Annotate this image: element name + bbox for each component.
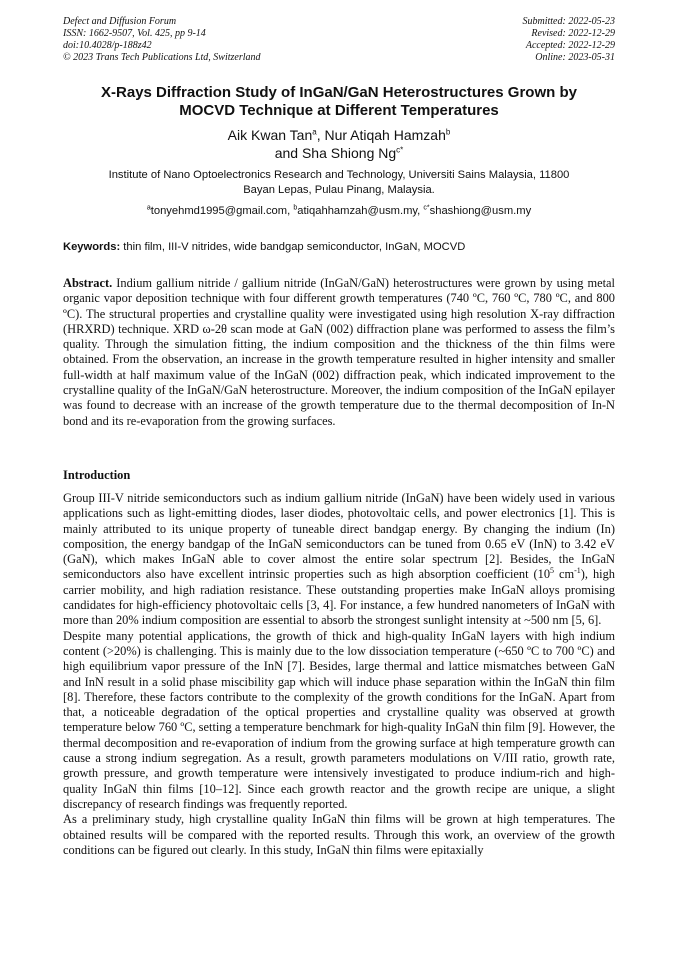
email-link[interactable]: shashiong@usm.my — [429, 205, 532, 217]
affiliation-line-1: Institute of Nano Optoelectronics Research and Technology, Universiti Sains Malaysia, 11800 — [108, 169, 570, 181]
author-name: Sha Shiong Ng — [301, 145, 397, 161]
paragraph-text: cm — [554, 567, 575, 582]
affiliation — [63, 168, 615, 198]
paragraph — [63, 491, 615, 629]
keywords-label: Keywords: — [63, 241, 121, 253]
author-emails — [63, 204, 615, 219]
title-line-1: X-Rays Diffraction Study of InGaN/GaN Heterostructures Grown by — [101, 84, 577, 101]
paragraph-text: ), high carrier mobility, and high radiation resistance. These outstanding properties make InGaN alloys promising candidates for high-efficiency photovoltaic cells [3, 4]. For instance, a few hundred nanometers of InGaN with more than 20% indium composition are essential to absorb the strongest sunlight intensity at ~500 nm [5, 6]. — [63, 567, 615, 628]
doi-line: doi:10.4028/p-188z42 — [63, 40, 152, 51]
issn-line: ISSN: 1662-9507, Vol. 425, pp 9-14 — [63, 28, 206, 39]
author-list — [63, 126, 615, 162]
author-affil-mark: c* — [396, 145, 404, 155]
paper-title — [63, 84, 615, 120]
keywords-text: thin film, III-V nitrides, wide bandgap semiconductor, InGaN, MOCVD — [120, 241, 466, 253]
copyright-line: © 2023 Trans Tech Publications Ltd, Switzerland — [63, 52, 261, 63]
revised-date: Revised: 2022-12-29 — [531, 28, 615, 39]
journal-name: Defect and Diffusion Forum — [63, 16, 177, 27]
author-name: Nur Atiqah Hamzah — [324, 127, 446, 143]
keywords — [63, 240, 615, 254]
abstract-text: Indium gallium nitride / gallium nitride (InGaN/GaN) heterostructures were grown by using metal organic vapor deposition technique with four different growth temperatures (740 ºC, 760 ºC, 780 ºC, and 800 ºC). The structural properties and crystalline quality were investigated using high resolution X-ray diffraction (HRXRD) technique. XRD ω-2θ scan mode at GaN (002) diffraction plane was performed to assess the film’s quality. Through the simulation fitting, the indium composition and the thickness of the thin films were obtained. From the observation, an increase in the growth temperature resulted in higher intensity and smaller full-width at half maximum value of the InGaN (002) diffraction peak, which indicated improvement to the crystalline quality of the InGaN/GaN heterostructure. Moreover, the indium composition of the InGaN epilayer was found to decrease with an increase of the growth temperature due to the thermal decomposition of In-N bond and its re-evaporation from the growing surfaces. — [63, 276, 615, 428]
email-mark: b — [293, 204, 298, 212]
submitted-date: Submitted: 2022-05-23 — [522, 16, 615, 27]
email-link[interactable]: tonyehmd1995@gmail.com, — [150, 205, 294, 217]
author-affil-mark: a — [312, 127, 317, 137]
author-separator: , — [316, 127, 325, 143]
superscript: 5 — [550, 566, 555, 576]
email-mark: a — [146, 204, 151, 212]
email-mark: c* — [423, 204, 430, 212]
section-heading-introduction: Introduction — [63, 468, 131, 482]
title-line-2: MOCVD Technique at Different Temperatures — [179, 102, 499, 119]
paragraph: As a preliminary study, high crystalline quality InGaN thin films will be grown at high temperatures. The obtained results will be compared with the reported results. Through this work, an overview of the growth conditions can be figured out clearly. In this study, InGaN thin films were epitaxially — [63, 812, 615, 857]
superscript: -1 — [574, 566, 581, 576]
email-link[interactable]: atiqahhamzah@usm.my, — [297, 205, 424, 217]
journal-info — [63, 16, 261, 64]
online-date: Online: 2023-05-31 — [535, 52, 615, 63]
paragraph: Despite many potential applications, the growth of thick and high-quality InGaN layers with high indium content (>20%) is challenging. This is mainly due to the low dissociation temperature (~650 ºC to 700 ºC) and high equilibrium vapor pressure of the InN [7]. Besides, large thermal and lattice mismatches between GaN and InN result in a solid phase miscibility gap which will induce phase separation within the InGaN thin film [8]. Therefore, these factors contribute to the complexity of the growth conditions for the InGaN. Apart from that, a noticeable degradation of the optical properties and crystalline quality was observed at growth temperature below 760 ºC, setting a temperature benchmark for high-quality InGaN thin film [9]. However, the thermal decomposition and re-evaporation of indium from the growing surface at high temperature growth can cause a strong indium segregation. As a result, growth parameters modulations on V/III ratio, growth rate, growth pressure, and growth temperature were intensively investigated to produce indium-rich and high-quality InGaN thin films [10–12]. Since each growth reactor and the growth recipe are unique, a slight discrepancy of research findings was frequently reported. — [63, 628, 615, 811]
author-conjunction: and — [274, 145, 302, 161]
abstract — [63, 276, 615, 429]
publication-dates — [523, 16, 616, 64]
affiliation-line-2: Bayan Lepas, Pulau Pinang, Malaysia. — [243, 184, 435, 196]
accepted-date: Accepted: 2022-12-29 — [525, 40, 615, 51]
paragraph-text: Group III-V nitride semiconductors such as indium gallium nitride (InGaN) have been widely used in various applications such as light-emitting diodes, laser diodes, photovoltaic cells, and power electronics [1]. This is mainly attributed to its unique property of tuneable direct bandgap energy. By changing the indium (In) composition, the energy bandgap of the InGaN semiconductors can be tuned from 0.65 eV (InN) to 3.42 eV (GaN), which makes InGaN able to cover almost the entire solar spectrum [2]. Besides, the InGaN semiconductors also have excellent intrinsic properties such as high absorption coefficient (10 — [63, 491, 615, 582]
author-affil-mark: b — [445, 127, 451, 137]
author-name: Aik Kwan Tan — [227, 127, 313, 143]
abstract-label: Abstract. — [63, 276, 113, 290]
introduction-body — [63, 491, 615, 858]
